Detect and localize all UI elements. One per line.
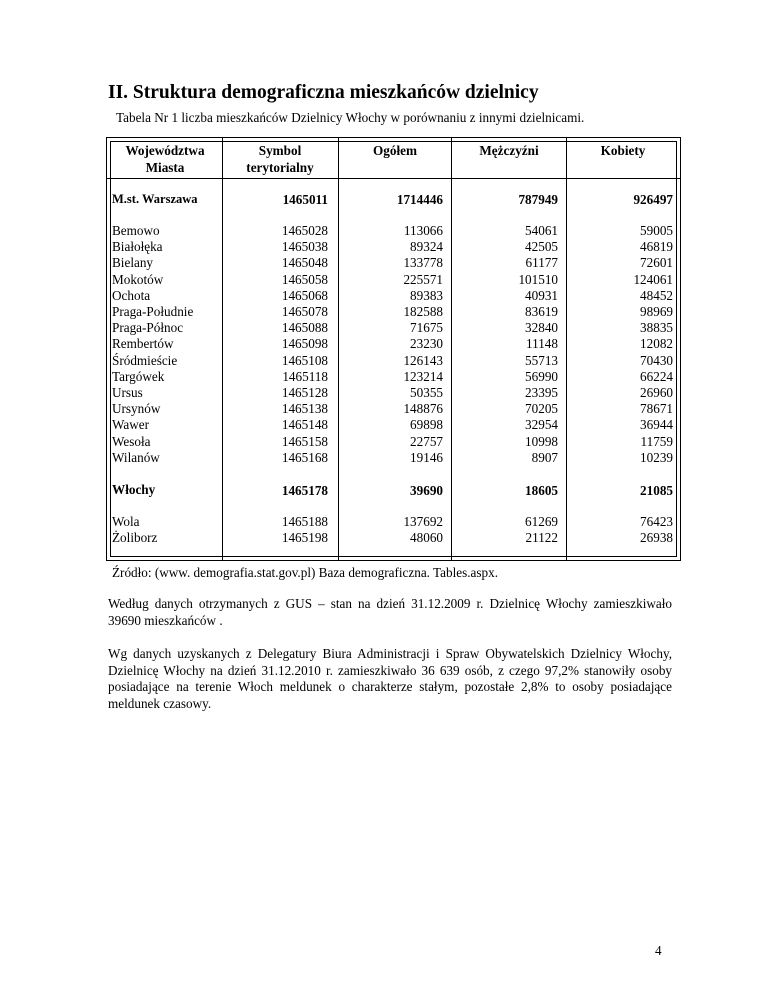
page-number: 4 [655,943,662,958]
table-divider [222,137,223,561]
districts-men: 54061 42505 61177 101510 40931 83619 32840 11148 55713 56990 23395 70205 32954 10998 8907 [518,223,558,465]
header-women: Kobiety [600,143,646,158]
paragraph-delegatura: Wg danych uzyskanych z Delegatury Biura Administracji i Spraw Obywatelskich Dzielnicy Włochy, Dzielnicę Włochy na dzień 31.12.2010 r. zamieszkiwało 36 639 osób, z czego 97,2% stanowiły osoby posiadające na terenie Włoch meldunek o charakterze stałym, pozostałe 2,8% to osoby posiadające meldunek czasowy. [108,646,672,711]
header-total: Ogółem [373,143,417,158]
row-wlochy-name: Włochy [112,482,156,497]
source-note: Źródło: (www. demografia.stat.gov.pl) Baza demograficzna. Tables.aspx. [112,565,499,580]
table-caption: Tabela Nr 1 liczba mieszkańców Dzielnicy Włochy w porównaniu z innymi dzielnicami. [116,110,585,125]
others-men: 61269 21122 [525,514,558,546]
districts-totals: 113066 89324 133778 225571 89383 182588 71675 23230 126143 123214 50355 148876 69898 22757 19146 [403,223,443,465]
others-symbols: 1465188 1465198 [281,514,328,546]
paragraph-gus: Według danych otrzymanych z GUS – stan na dzień 31.12.2009 r. Dzielnicę Włochy zamieszkiwało 39690 mieszkańców . [108,596,672,628]
row-wlochy-total: 39690 [410,483,443,498]
row-warszawa-total: 1714446 [396,192,443,207]
row-wlochy-symbol: 1465178 [281,483,328,498]
header-men: Mężczyźni [479,143,539,158]
table-divider [566,137,567,561]
row-warszawa-name: M.st. Warszawa [112,192,198,206]
row-wlochy-women: 21085 [640,483,673,498]
header-province: Województwa Miasta [125,143,205,175]
others-names: Wola Żoliborz [112,514,158,546]
page-title: II. Struktura demograficzna mieszkańców dzielnicy [108,82,539,103]
districts-symbols: 1465028 1465038 1465048 1465058 1465068 1465078 1465088 1465098 1465108 1465118 1465128 1465138 1465148 1465158 1465168 [281,223,328,465]
districts-names: Bemowo Białołęka Bielany Mokotów Ochota Praga-Południe Praga-Północ Rembertów Śródmieście Targówek Ursus Ursynów Wawer Wesoła Wilanów [112,223,194,465]
row-warszawa-men: 787949 [518,192,558,207]
table-header-divider [106,178,681,179]
table-divider [338,137,339,561]
others-women: 76423 26938 [640,514,673,546]
header-symbol: Symbol terytorialny [246,143,314,175]
table-divider [451,137,452,561]
row-warszawa-symbol: 1465011 [282,192,328,207]
districts-women: 59005 46819 72601 124061 48452 98969 38835 12082 70430 66224 26960 78671 36944 11759 10239 [633,223,673,465]
row-warszawa-women: 926497 [633,192,673,207]
row-wlochy-men: 18605 [525,483,558,498]
others-totals: 137692 48060 [403,514,443,546]
